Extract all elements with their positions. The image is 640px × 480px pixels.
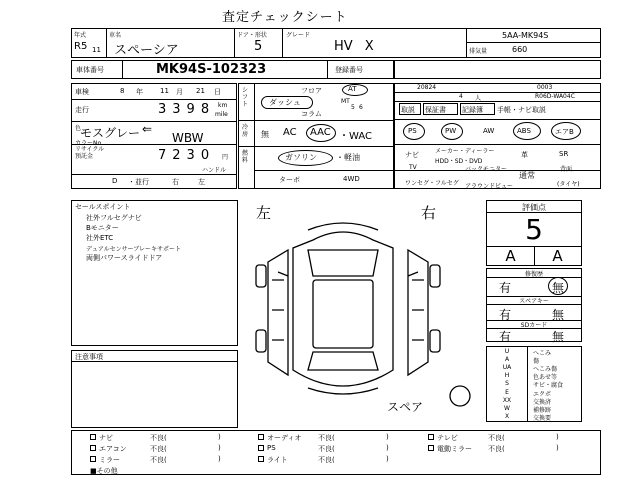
check-item-paren: ) xyxy=(556,433,559,441)
registration-number: 20824 xyxy=(417,84,437,91)
legend-box xyxy=(486,346,582,422)
turbo: ターボ xyxy=(279,176,300,184)
mileage-value: 3398 xyxy=(158,102,216,117)
equip-abs: ABS xyxy=(517,127,531,135)
mileage-unit: km xyxy=(218,102,228,109)
shift-mt-5: 5 xyxy=(351,104,355,111)
rear-bumper xyxy=(308,388,378,394)
four-wd: 4WD xyxy=(343,175,360,183)
aircon-wac: ・WAC xyxy=(339,131,372,142)
sales-points-label: セールスポイント xyxy=(75,203,131,211)
inspection-label: 車検 xyxy=(75,88,89,96)
seat: 背面 xyxy=(560,166,573,173)
sales-point-5: 両側パワースライドドア xyxy=(86,254,163,262)
check-item-label: ミラー xyxy=(99,456,120,464)
wheel-rear-left xyxy=(256,330,266,352)
year-month: 11 xyxy=(92,46,101,54)
other-label: ■その他 xyxy=(90,467,118,475)
fuel-label: 燃料 xyxy=(242,150,249,164)
sales-points-box xyxy=(71,200,238,346)
fuel-diesel: ・軽油 xyxy=(336,153,360,162)
legend-code: UA xyxy=(502,364,512,372)
car-name-label: 車名 xyxy=(109,32,122,39)
repair-yes: 有 xyxy=(499,281,512,295)
drive-parallel: ・並行 xyxy=(128,178,149,186)
shift-column: コラム xyxy=(301,110,322,118)
equip-pw: PW xyxy=(445,127,457,135)
check-item-paren: ) xyxy=(218,455,221,463)
legend-meaning: へこみ xyxy=(533,350,552,357)
repair-no: 無 xyxy=(552,281,565,295)
wheel-front-left xyxy=(256,265,266,287)
doc-record: 記録簿 xyxy=(462,106,483,114)
check-item-paren: ) xyxy=(386,433,389,441)
chassis-label: 車体番号 xyxy=(76,66,104,74)
back-monitor: バックモニター xyxy=(465,166,508,173)
chassis-row xyxy=(71,60,394,79)
car-right-doors xyxy=(412,280,424,340)
color-number-label: カラーNo. xyxy=(75,140,103,147)
car-body-outline xyxy=(293,232,393,386)
shift-mt: MT xyxy=(341,98,350,105)
checkbox[interactable] xyxy=(258,456,264,462)
displacement-label: 排気量 xyxy=(469,48,488,55)
shift-label: シフト xyxy=(242,87,249,108)
car-left-side xyxy=(268,250,288,375)
checkbox[interactable] xyxy=(90,445,96,451)
checkbox[interactable] xyxy=(90,434,96,440)
check-item-label: エアコン xyxy=(99,445,127,453)
check-item-bad: 不良( xyxy=(150,456,167,464)
checkbox[interactable] xyxy=(90,456,96,462)
car-rear xyxy=(308,352,378,370)
inspection-month: 11 xyxy=(160,87,169,95)
equip-airbag: エアB xyxy=(555,128,574,136)
registration-label: 登録番号 xyxy=(335,66,363,74)
handle-right: 右 xyxy=(172,178,179,186)
check-item-paren: ) xyxy=(556,444,559,452)
check-item-bad: 不良( xyxy=(318,445,335,453)
arrow-left-icon: ⇐ xyxy=(142,122,153,136)
legend-meaning: へこみ傷 xyxy=(533,366,558,374)
aircon-aac: AAC xyxy=(310,127,331,138)
legend-code: E xyxy=(505,388,509,396)
tire: (タイヤ) xyxy=(557,181,580,188)
sales-point-1: 社外フルセグナビ xyxy=(86,214,142,222)
legend-code: S xyxy=(505,380,509,388)
inspection-year: 8 xyxy=(120,87,125,95)
car-roof xyxy=(313,280,373,348)
front-bumper xyxy=(308,223,378,230)
legend-code: W xyxy=(504,404,510,412)
door-value: 5 xyxy=(254,39,263,54)
recycle-unit: 円 xyxy=(222,154,229,161)
score-exterior: A xyxy=(552,247,563,265)
score-label: 評価点 xyxy=(522,203,546,212)
legend-meaning: 傷 xyxy=(533,358,540,366)
chassis-number: MK94S-102323 xyxy=(156,62,267,77)
diagram-right-label: 右 xyxy=(421,204,437,222)
legend-code: XX xyxy=(502,396,512,404)
check-item-bad: 不良( xyxy=(488,434,505,442)
year-label: 年式 xyxy=(74,32,87,39)
check-item-bad: 不良( xyxy=(150,434,167,442)
sd-card-no: 無 xyxy=(552,330,565,344)
checklist-box xyxy=(71,430,601,475)
sales-point-4: デュアルセンサーブレーキサポート xyxy=(86,246,182,253)
around-view: アラウンドビュー xyxy=(465,183,514,190)
equip-aw: AW xyxy=(483,127,495,135)
registration-code: 0003 xyxy=(537,84,553,91)
owner-year: 4 xyxy=(459,93,463,100)
legend-meaning: エクボ xyxy=(533,390,552,398)
owner-label: 人 xyxy=(475,95,482,102)
score-value: 5 xyxy=(525,213,543,246)
inspection-day: 21 xyxy=(196,87,205,95)
sunroof: SR xyxy=(559,150,569,158)
color-number: WBW xyxy=(172,131,204,145)
spare-key-yes: 有 xyxy=(499,308,512,322)
shift-mt-6: 6 xyxy=(359,104,363,111)
check-item-label: テレビ xyxy=(437,434,458,442)
aircon-label: 冷房 xyxy=(242,124,249,138)
sales-point-2: Bモニター xyxy=(86,224,119,232)
navi-maker: メーカー・ディーラー xyxy=(435,148,495,155)
mileage-sub-unit: mile xyxy=(215,111,228,118)
leather: 革 xyxy=(521,151,528,159)
check-item-label: 電動ミラー xyxy=(437,445,472,453)
check-item-paren: ) xyxy=(218,444,221,452)
recycle-amount: 7230 xyxy=(158,148,216,163)
tv: TV xyxy=(409,164,417,171)
check-item-bad: 不良( xyxy=(488,445,505,453)
check-item-label: PS xyxy=(267,444,276,452)
checkbox[interactable] xyxy=(428,445,434,451)
history-box xyxy=(486,268,582,342)
model-code: R06D-WA04C xyxy=(535,93,575,100)
equipment-box xyxy=(238,83,394,189)
inspection-year-unit: 年 xyxy=(136,88,143,96)
score-box xyxy=(486,200,582,266)
spare-tire xyxy=(450,386,470,406)
checkbox[interactable] xyxy=(428,434,434,440)
doc-warranty: 保証書 xyxy=(425,106,446,114)
equip-ps: PS xyxy=(408,127,417,135)
notes-label: 注意事項 xyxy=(75,353,103,361)
wheel-rear-right xyxy=(430,330,440,352)
car-hood xyxy=(308,250,378,276)
options-box xyxy=(394,83,601,189)
legend-code: H xyxy=(504,372,510,380)
handle-label: ハンドル xyxy=(202,167,227,174)
sales-point-3: 社外ETC xyxy=(86,234,114,242)
legend-meaning: 交換済 xyxy=(533,398,552,406)
check-item-paren: ) xyxy=(386,444,389,452)
check-item-label: オーディオ xyxy=(267,434,302,442)
legend-meaning: 補修跡 xyxy=(533,406,552,414)
wheel-front-right xyxy=(430,265,440,287)
type-code: 5AA-MK94S xyxy=(502,31,549,40)
check-item-paren: ) xyxy=(386,455,389,463)
spare-label: スペア xyxy=(387,400,424,414)
check-item-label: ナビ xyxy=(99,434,113,442)
header-row xyxy=(71,28,601,58)
diagram-left-label: 左 xyxy=(256,204,272,222)
notes-box xyxy=(71,350,238,428)
sd-card-yes: 有 xyxy=(499,330,512,344)
spare-key-label: スペアキー xyxy=(519,298,549,305)
car-left-doors xyxy=(272,280,284,340)
legend-meaning: サビ・腐食 xyxy=(533,382,564,390)
color-label: 色 xyxy=(75,125,82,132)
mileage-label: 走行 xyxy=(75,106,89,114)
fuel-gasoline: ガソリン xyxy=(285,153,317,162)
displacement: 660 xyxy=(512,45,528,54)
year-era: R5 xyxy=(74,41,88,52)
legend-code: X xyxy=(504,412,510,420)
car-diagram xyxy=(238,210,478,410)
vehicle-details-box xyxy=(71,83,237,189)
door-label: ドア・形状 xyxy=(237,32,267,39)
aircon-ac: AC xyxy=(283,127,297,138)
handle-left: 左 xyxy=(198,178,205,186)
drive-d: D xyxy=(112,177,118,185)
aircon-none: 無 xyxy=(261,130,269,139)
sd-card-label: SDカード xyxy=(520,322,548,329)
doc-manual: 取説 xyxy=(401,106,415,114)
color-value: モスグレー xyxy=(80,126,141,140)
checkbox[interactable] xyxy=(258,434,264,440)
car-right-side xyxy=(408,250,428,375)
check-item-paren: ) xyxy=(218,433,221,441)
check-item-bad: 不良( xyxy=(318,456,335,464)
grade-label: グレード xyxy=(286,32,311,39)
inspection-day-unit: 日 xyxy=(214,88,221,96)
check-item-bad: 不良( xyxy=(318,434,335,442)
legend-code: A xyxy=(504,356,510,364)
checkbox[interactable] xyxy=(258,445,264,451)
page-title: 査定チェックシート xyxy=(222,10,348,25)
legend-code: U xyxy=(504,348,510,355)
back-value: 通常 xyxy=(519,171,535,180)
score-interior: A xyxy=(505,247,516,265)
doc-navi-manual: 手帳・ナビ取説 xyxy=(497,106,546,114)
recycle-label: リサイクル預託金 xyxy=(75,146,105,160)
onesegment: ワンセグ・フルセグ xyxy=(405,180,459,187)
check-item-label: ライト xyxy=(267,456,288,464)
navi-label: ナビ xyxy=(405,151,419,159)
shift-dash: ダッシュ xyxy=(269,98,301,107)
check-item-bad: 不良( xyxy=(150,445,167,453)
navi-media: HDD・SD・DVD xyxy=(435,158,483,165)
shift-floor: フロア xyxy=(301,87,322,95)
registration-value-box xyxy=(394,60,601,79)
legend-meaning: 交換要 xyxy=(533,414,552,422)
repair-label: 修復歴 xyxy=(524,271,543,278)
spare-key-no: 無 xyxy=(552,308,565,322)
shift-at: AT xyxy=(348,85,357,93)
inspection-month-unit: 月 xyxy=(176,88,183,96)
car-name: スペーシア xyxy=(114,43,179,58)
legend-meaning: 色あせ等 xyxy=(533,374,558,382)
grade-value: HV X xyxy=(334,39,374,54)
